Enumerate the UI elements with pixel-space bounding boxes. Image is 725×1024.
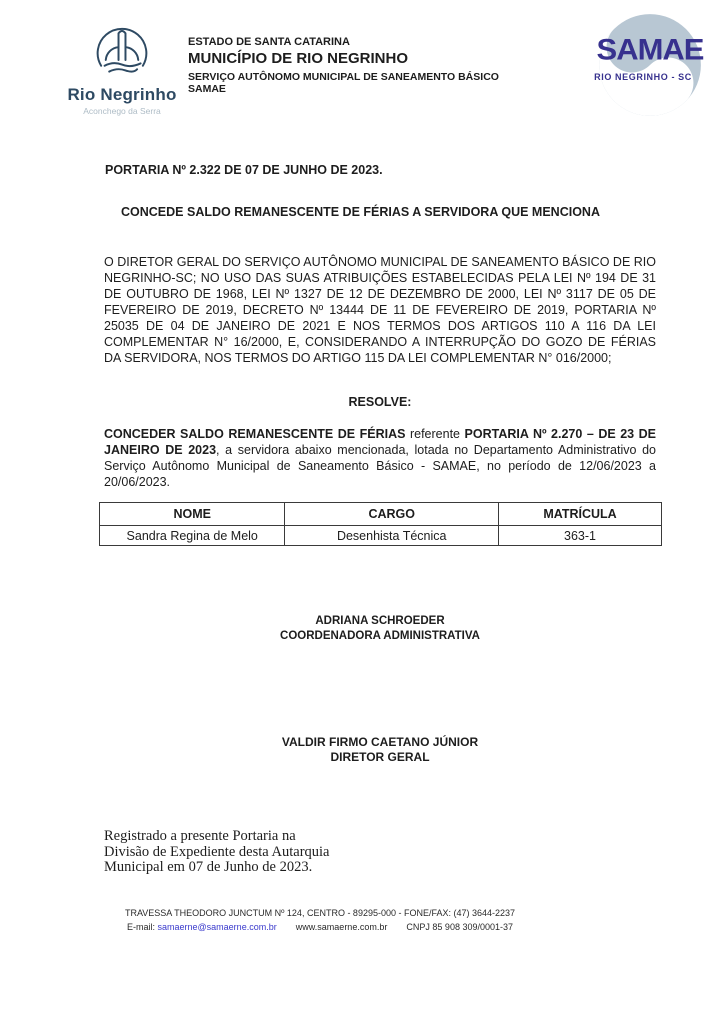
grant-bold-ferias: CONCEDER SALDO REMANESCENTE DE FÉRIAS [104,427,406,441]
cell-cargo: Desenhista Técnica [285,526,499,546]
registration-note [104,829,330,876]
registration-line: Municipal em 07 de Junho de 2023. [104,859,313,875]
samae-logo-wordmark: SAMAE [596,32,704,67]
signature-name: ADRIANA SCHROEDER [315,615,445,627]
signature-name: VALDIR FIRMO CAETANO JÚNIOR [281,735,479,749]
table-header-cargo: CARGO [285,503,499,526]
letterhead-municipality: MUNICÍPIO DE RIO NEGRINHO [188,50,409,67]
letterhead-state: ESTADO DE SANTA CATARINA [188,36,350,48]
rio-negrinho-emblem-icon [93,24,151,82]
footer-address-line: TRAVESSA THEODORO JUNCTUM Nº 124, CENTRO - 89295-000 - FONE/FAX: (47) 3644-2237 [124,908,516,918]
portaria-title: PORTARIA Nº 2.322 DE 07 DE JUNHO DE 2023. [105,163,383,177]
servant-table [99,502,662,546]
table-header-row [100,503,662,526]
preamble-paragraph: O DIRETOR GERAL DO SERVIÇO AUTÔNOMO MUNICIPAL DE SANEAMENTO BÁSICO DE RIO NEGRINHO-SC; NO USO DAS SUAS ATRIBUIÇÕES ESTABELECIDAS PELA LEI Nº 194 DE 31 DE OUTUBRO DE 1968, LEI Nº 1327 DE 12 DE DEZEMBRO DE 2000, LEI Nº 3117 DE 05 DE FEVEREIRO DE 2019, DECRETO Nº 13444 DE 11 DE FEVEREIRO DE 2019, PORTARIA Nº 25035 DE 04 DE JANEIRO DE 2021 E NOS TERMOS DOS ARTIGOS 110 A 116 DA LEI COMPLEMENTAR N° 16/2000, E, CONSIDERANDO A INTERRUPÇÃO DO GOZO DE FÉRIAS DA SERVIDORA, NOS TERMOS DO ARTIGO 115 DA LEI COMPLEMENTAR N° 016/2000; [104,255,656,365]
signature-role: COORDENADORA ADMINISTRATIVA [280,630,480,642]
footer [123,908,517,932]
grant-paragraph [104,426,656,490]
footer-contact-line [123,922,517,932]
samae-logo-subtitle: RIO NEGRINHO - SC [594,72,692,82]
rio-negrinho-logo-name: Rio Negrinho [67,85,177,104]
footer-email-group [127,922,277,932]
rio-negrinho-logo [58,24,186,116]
cell-matricula: 363-1 [499,526,662,546]
registration-line: Registrado a presente Portaria na [104,828,296,844]
signature-block-director [104,735,656,765]
table-row [100,526,662,546]
cell-nome: Sandra Regina de Melo [100,526,285,546]
footer-cnpj: CNPJ 85 908 309/0001-37 [406,922,513,932]
grant-regular-rest: , a servidora abaixo mencionada, lotada no Departamento Administrativo do Serviço Autônomo Municipal de Saneamento Básico - SAMAE, no período de 12/06/2023 a 20/06/2023. [104,443,657,489]
footer-email-label: E-mail: [127,922,158,932]
registration-line: Divisão de Expediente desta Autarquia [104,843,330,860]
samae-logo [583,10,717,118]
signature-role: DIRETOR GERAL [330,750,430,764]
resolve-heading: RESOLVE: [348,395,412,409]
grant-regular-referente: referente [405,427,465,441]
table-header-nome: NOME [100,503,285,526]
footer-email-link[interactable]: samaerne@samaerne.com.br [157,922,277,932]
footer-website: www.samaerne.com.br [295,922,388,932]
portaria-subject: CONCEDE SALDO REMANESCENTE DE FÉRIAS A SERVIDORA QUE MENCIONA [121,205,600,219]
grant-bold-portaria-ref: PORTARIA Nº 2.270 – DE 23 DE JANEIRO DE 2023 [104,427,657,457]
table-header-matricula: MATRÍCULA [499,503,662,526]
signature-block-coordinator [104,614,656,644]
letterhead-agency: SERVIÇO AUTÔNOMO MUNICIPAL DE SANEAMENTO BÁSICO SAMAE [188,71,499,95]
rio-negrinho-logo-tagline: Aconchego da Serra [83,106,161,116]
header-letterhead [188,36,518,95]
